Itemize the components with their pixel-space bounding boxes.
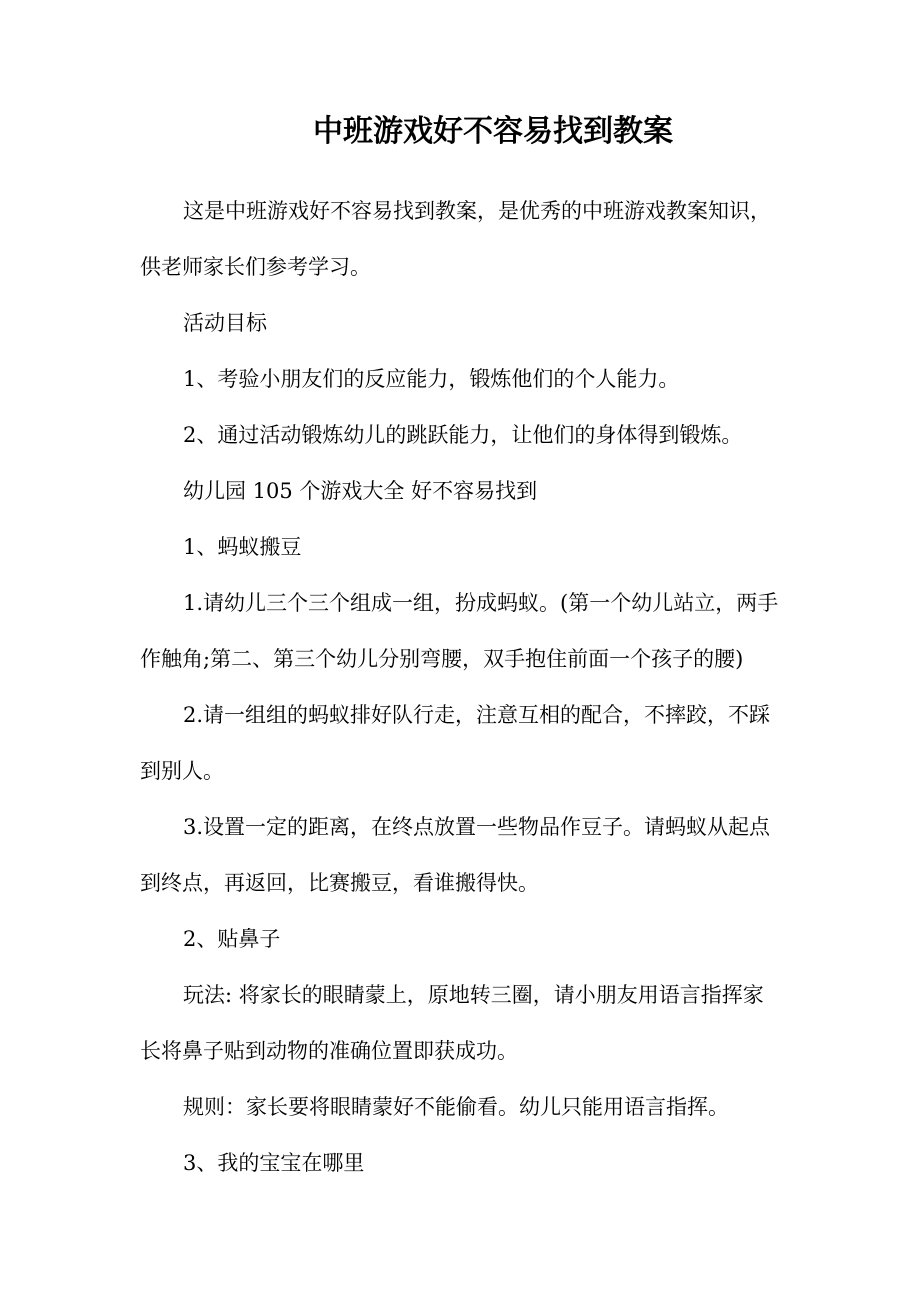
paragraph-intro-line-2: 供老师家长们参考学习。 xyxy=(140,255,371,279)
game-heading-ants-moving-beans: 1、蚂蚁搬豆 xyxy=(183,535,302,559)
game-heading-where-is-my-baby: 3、我的宝宝在哪里 xyxy=(183,1151,365,1175)
game2-rules: 规则：家长要将眼睛蒙好不能偷看。幼儿只能用语言指挥。 xyxy=(183,1095,729,1119)
paragraph-intro-line-1: 这是中班游戏好不容易找到教案，是优秀的中班游戏教案知识， xyxy=(183,199,771,223)
game1-step1-line-1: 1.请幼儿三个三个组成一组，扮成蚂蚁。(第一个幼儿站立，两手 xyxy=(183,591,779,615)
game-heading-stick-nose: 2、贴鼻子 xyxy=(183,927,281,951)
game2-gameplay-line-1: 玩法: 将家长的眼睛蒙上，原地转三圈，请小朋友用语言指挥家 xyxy=(183,983,764,1007)
section-heading-games-collection: 幼儿园 105 个游戏大全 好不容易找到 xyxy=(183,479,538,503)
document-title: 中班游戏好不容易找到教案 xyxy=(313,114,673,149)
goal-item-2: 2、通过活动锻炼幼儿的跳跃能力，让他们的身体得到锻炼。 xyxy=(183,423,743,447)
game1-step3-line-2: 到终点，再返回，比赛搬豆，看谁搬得快。 xyxy=(140,871,539,895)
section-heading-activity-goals: 活动目标 xyxy=(183,311,267,335)
game1-step2-line-2: 到别人。 xyxy=(140,759,224,783)
game2-gameplay-line-2: 长将鼻子贴到动物的准确位置即获成功。 xyxy=(140,1039,518,1063)
goal-item-1: 1、考验小朋友们的反应能力，锻炼他们的个人能力。 xyxy=(183,367,680,391)
game1-step1-line-2: 作触角;第二、第三个幼儿分别弯腰，双手抱住前面一个孩子的腰) xyxy=(140,647,744,671)
game1-step3-line-1: 3.设置一定的距离，在终点放置一些物品作豆子。请蚂蚁从起点 xyxy=(183,815,771,839)
game1-step2-line-1: 2.请一组组的蚂蚁排好队行走，注意互相的配合，不摔跤，不踩 xyxy=(183,703,771,727)
